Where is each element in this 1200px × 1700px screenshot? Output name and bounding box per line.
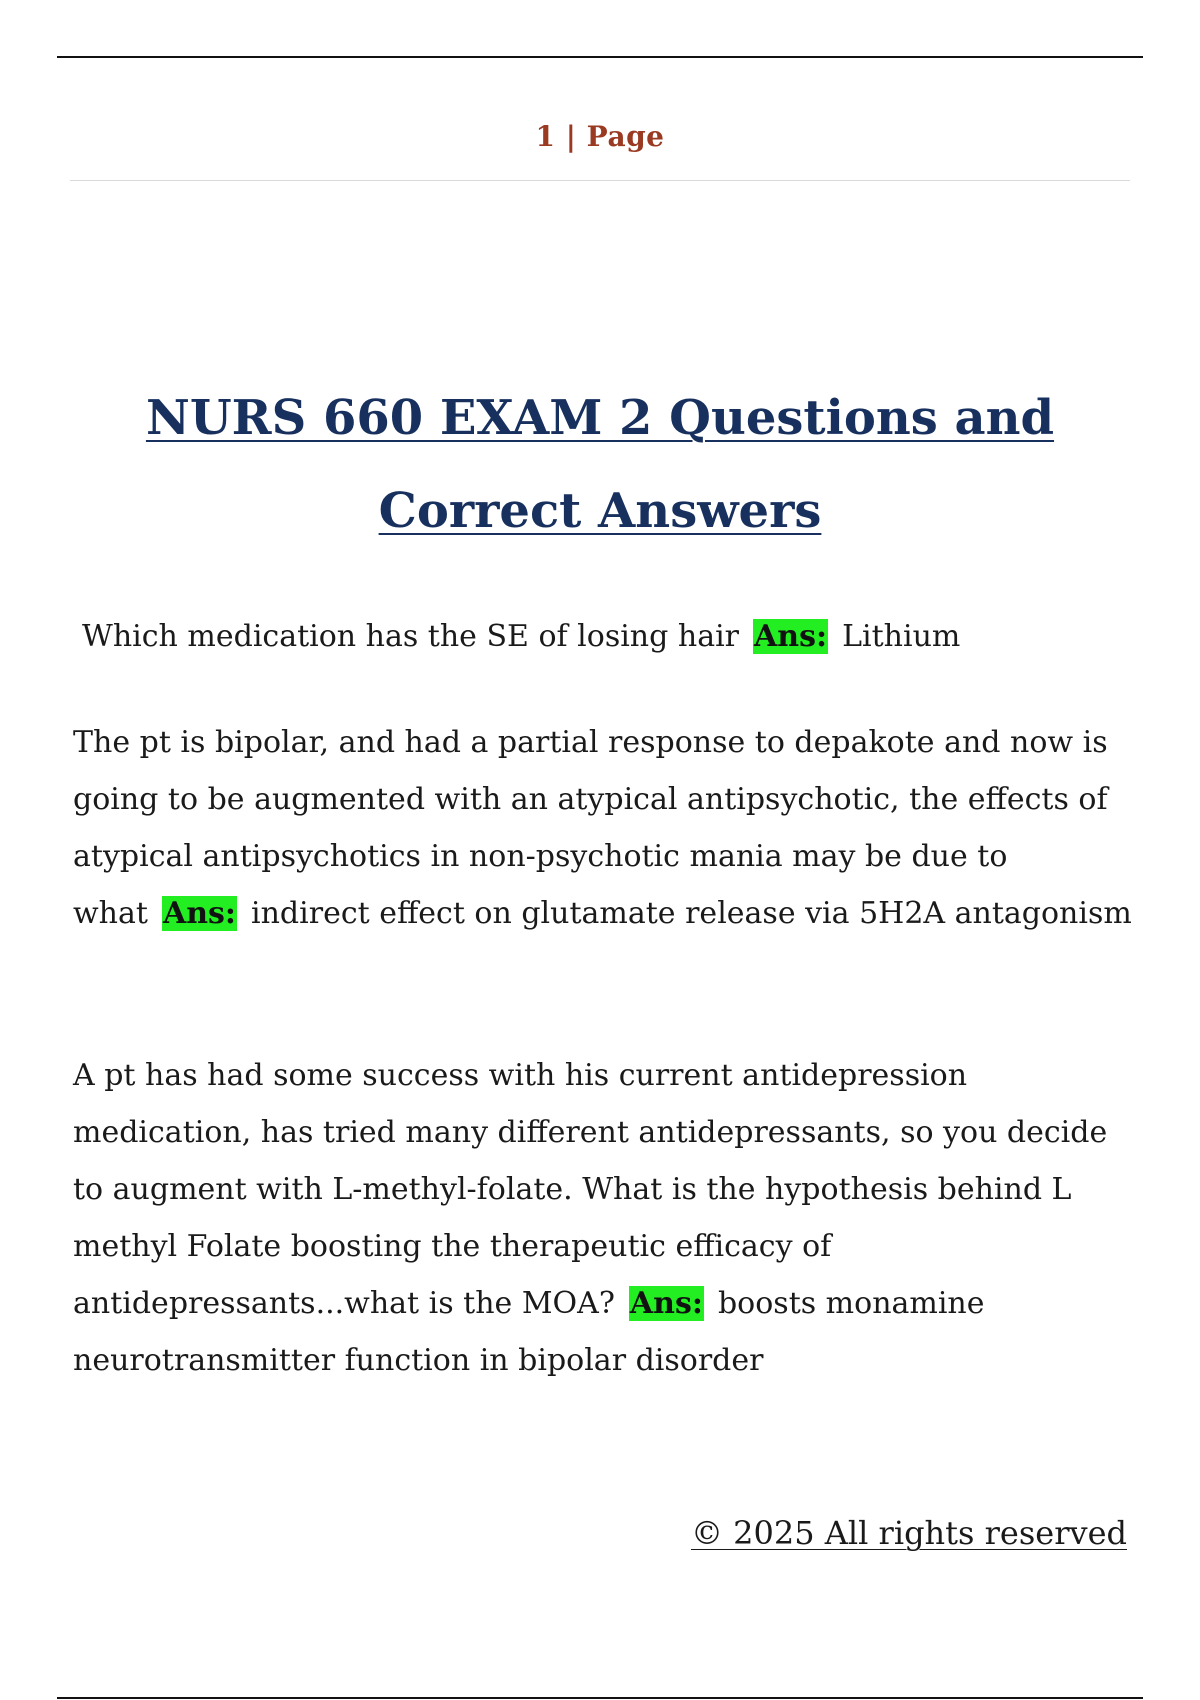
- answer-text: indirect effect on glutamate release via 5H2A antagonism: [251, 896, 1132, 931]
- qa-item-3: [73, 1047, 1133, 1389]
- answer-text: Lithium: [842, 619, 961, 654]
- answer-tag: Ans:: [629, 1286, 703, 1321]
- document-title: NURS 660 EXAM 2 Questions and Correct Answers: [145, 390, 1055, 539]
- question-text: A pt has had some success with his current antidepression medication, has tried many different antidepressants, so you decide to augment with L-methyl-folate. What is the hypothesis behind L methyl Folate boosting the therapeutic efficacy of antidepressants...what is the MOA?: [73, 1058, 1108, 1321]
- question-text: Which medication has the SE of losing hair: [82, 619, 740, 654]
- bottom-rule: [57, 1697, 1143, 1699]
- question-text: The pt is bipolar, and had a partial response to depakote and now is going to be augmented with an atypical antipsychotic, the effects of atypical antipsychotics in non-psychotic mania may be due to what: [73, 725, 1108, 931]
- qa-item-1: [82, 608, 1142, 665]
- copyright-notice: © 2025 All rights reserved: [691, 1514, 1127, 1552]
- header-divider: [70, 180, 1130, 181]
- top-rule: [57, 56, 1143, 58]
- answer-tag: Ans:: [754, 619, 828, 654]
- answer-text: boosts monamine neurotransmitter function in bipolar disorder: [73, 1286, 985, 1378]
- qa-item-2: [73, 714, 1133, 942]
- answer-tag: Ans:: [162, 896, 237, 931]
- page-number-header: 1 | Page: [535, 120, 665, 153]
